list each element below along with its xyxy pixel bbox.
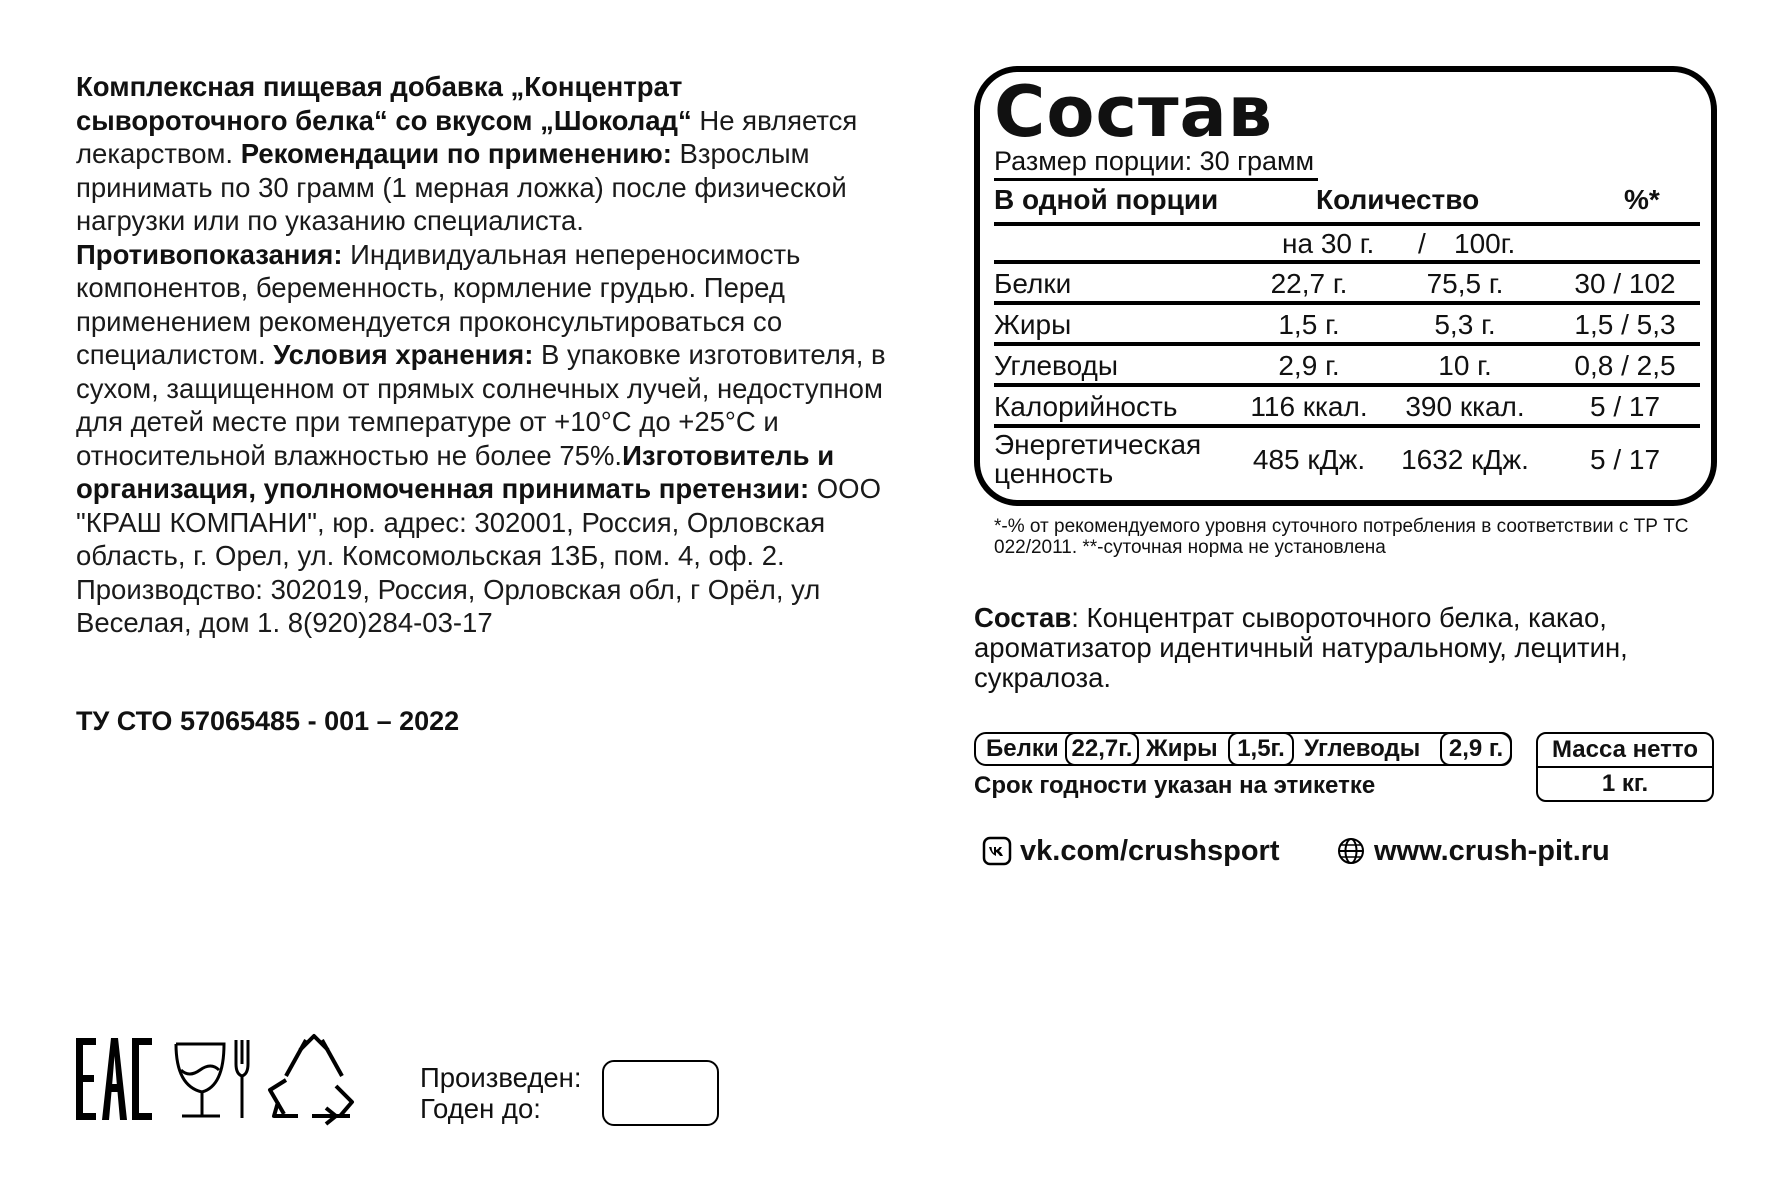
storage-heading: Условия хранения:	[273, 339, 534, 370]
serving-size: Размер порции: 30 грамм	[994, 144, 1318, 181]
nutrition-panel	[974, 66, 1717, 506]
usage-heading: Рекомендации по применению:	[240, 138, 672, 169]
macros-box: Белки 22,7г. Жиры 1,5г. Углеводы 2,9 г.	[974, 732, 1512, 766]
standard-code: ТУ СТО 57065485 - 001 – 2022	[76, 706, 460, 736]
table-header: В одной порции Количество %*	[994, 184, 1700, 226]
eac-mark-icon	[76, 1038, 152, 1120]
date-stamp-box	[602, 1060, 719, 1126]
table-row: Углеводы 2,9 г. 10 г. 0,8 / 2,5	[994, 346, 1700, 387]
food-safe-icon	[176, 1040, 248, 1118]
website-link[interactable]: www.crush-pit.ru	[1336, 834, 1610, 868]
product-description: Комплексная пищевая добавка „Концентрат сывороточного белка“ со вкусом „Шоколад“ Не является лекарством. Рекомендации по применению: Взрослым принимать по 30 грамм (1 мерная ложка) после физической нагрузки или по указанию специалиста. Противопоказания: Индивидуальная непереносимость компонентов, беременность, кормление грудью. Перед применением рекомендуется проконсультироваться со специалистом. Условия хранения: В упаковке изготовителя, в сухом, защищенном от прямых солнечных лучей, недоступном для детей месте при температуре от +10°С до +25°С и относительной влажностью не более 75%.Изготовитель и организация, уполномоченная принимать претензии: ООО "КРАШ КОМПАНИ", юр. адрес: 302001, Россия, Орловская область, г. Орел, ул. Комсомольская 13Б, пом. 4, оф. 2. Производство: 302019, Россия, Орловская обл, г Орёл, ул Веселая, дом 1. 8(920)284-03-17	[76, 71, 886, 638]
table-row-energy: Энергетическая ценность 485 кДж. 1632 кДж. 5 / 17	[994, 429, 1661, 489]
net-weight-box	[1536, 732, 1714, 802]
panel-title: Состав	[994, 71, 1274, 153]
protein-value: 22,7г.	[1065, 732, 1139, 766]
table-row: Жиры 1,5 г. 5,3 г. 1,5 / 5,3	[994, 305, 1700, 346]
table-row: Белки 22,7 г. 75,5 г. 30 / 102	[994, 264, 1700, 305]
vk-icon	[982, 836, 1012, 866]
dates-block	[420, 1062, 581, 1124]
carb-value: 2,9 г.	[1440, 732, 1512, 766]
produced-label: Произведен:	[420, 1062, 582, 1093]
vk-link[interactable]: vk.com/crushsport	[982, 834, 1279, 868]
table-row: Калорийность 116 ккал. 390 ккал. 5 / 17	[994, 387, 1700, 428]
nutrition-table	[994, 184, 1700, 494]
footnote: *-% от рекомендуемого уровня суточного потребления в соответствии с ТР ТС 022/2011. **-суточная норма не установлена	[994, 516, 1689, 558]
icon-strip	[74, 1030, 394, 1130]
product-name: Комплексная пищевая добавка „Концентрат сывороточного белка“ со вкусом „Шоколад“	[76, 71, 692, 136]
net-weight-value: 1 кг.	[1601, 770, 1649, 797]
globe-icon	[1336, 836, 1366, 866]
recycle-icon	[270, 1036, 352, 1124]
expires-label: Годен до:	[420, 1093, 541, 1124]
table-subheader: на 30 г. / 100г.	[994, 226, 1700, 264]
net-weight-label: Масса нетто	[1538, 734, 1712, 768]
shelf-life: Срок годности указан на этикетке	[974, 772, 1376, 799]
fat-value: 1,5г.	[1228, 732, 1294, 766]
composition: Состав: Концентрат сывороточного белка, какао, ароматизатор идентичный натуральному, лецитин, сукралоза.	[974, 602, 1628, 693]
certification-icons	[74, 1030, 394, 1135]
manufacturer-heading: Изготовитель и организация, уполномоченная принимать претензии:	[76, 439, 835, 504]
contraindications-heading: Противопоказания:	[76, 238, 343, 270]
